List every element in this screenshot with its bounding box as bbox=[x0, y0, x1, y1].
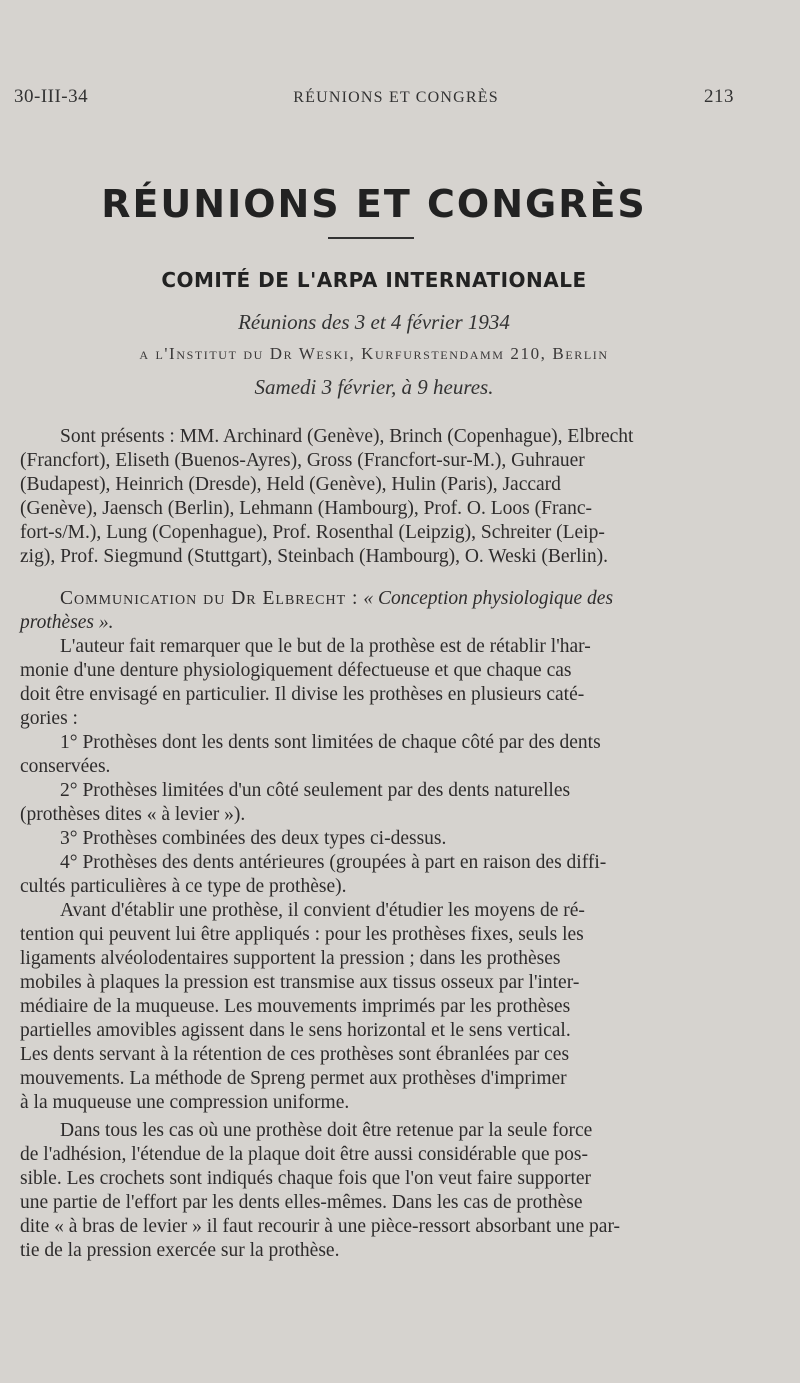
paragraph-line: L'auteur fait remarquer que le but de la prothèse est de rétablir l'har- bbox=[60, 636, 591, 657]
list-item-number: 4° bbox=[60, 852, 78, 873]
adhesion-paragraph bbox=[20, 1119, 744, 1263]
list-item-number: 2° bbox=[60, 780, 78, 801]
title-divider bbox=[328, 237, 414, 239]
section-title: RÉUNIONS ET CONGRÈS bbox=[101, 182, 647, 226]
list-item: 2° Prothèses limitées d'un côté seulement par des dents naturelles bbox=[60, 780, 571, 801]
attendance-line: (Budapest), Heinrich (Dresde), Held (Genève), Hulin (Paris), Jaccard bbox=[20, 474, 561, 495]
attendance-line: (Genève), Jaensch (Berlin), Lehmann (Hambourg), Prof. O. Loos (Franc- bbox=[20, 498, 593, 519]
paragraph-line: de l'adhésion, l'étendue de la plaque doit être aussi considérable que pos- bbox=[20, 1144, 589, 1165]
running-head-section: RÉUNIONS ET CONGRÈS bbox=[293, 89, 499, 106]
list-item: 1° Prothèses dont les dents sont limitées de chaque côté par des dents bbox=[60, 732, 601, 753]
paragraph-line: monie d'une denture physiologiquement défectueuse et que chaque cas bbox=[20, 660, 572, 681]
communication-heading bbox=[20, 587, 744, 635]
communication-title-end: prothèses ». bbox=[20, 612, 114, 633]
attendance-paragraph bbox=[20, 425, 744, 569]
paragraph-line: mobiles à plaques la pression est transmise aux tissus osseux par l'inter- bbox=[20, 972, 580, 993]
paragraph-line: médiaire de la muqueuse. Les mouvements imprimés par les prothèses bbox=[20, 996, 571, 1017]
list-item-number: 3° bbox=[60, 828, 78, 849]
running-head bbox=[14, 86, 734, 108]
paragraph-line: partielles amovibles agissent dans le sens horizontal et le sens vertical. bbox=[20, 1020, 571, 1041]
attendance-line: Sont présents : MM. Archinard (Genève), Brinch (Copenhague), Elbrecht bbox=[60, 426, 634, 447]
attendance-line: zig), Prof. Siegmund (Stuttgart), Steinbach (Hambourg), O. Weski (Berlin). bbox=[20, 546, 609, 567]
paragraph-line: ligaments alvéolodentaires supportent la pression ; dans les prothèses bbox=[20, 948, 561, 969]
communication-label: Communication du Dr Elbrecht : bbox=[60, 588, 359, 609]
list-item-continuation: cultés particulières à ce type de prothèse). bbox=[20, 876, 347, 897]
paragraph-line: une partie de l'effort par les dents elles-mêmes. Dans les cas de prothèse bbox=[20, 1192, 583, 1213]
page-number: 213 bbox=[704, 86, 734, 107]
category-list bbox=[20, 731, 744, 899]
list-item-number: 1° bbox=[60, 732, 78, 753]
list-item: 4° Prothèses des dents antérieures (groupées à part en raison des diffi- bbox=[60, 852, 607, 873]
paragraph-line: à la muqueuse une compression uniforme. bbox=[20, 1092, 350, 1113]
communication-title: « Conception physiologique des bbox=[363, 588, 614, 609]
list-item-continuation: conservées. bbox=[20, 756, 111, 777]
intro-paragraph bbox=[20, 635, 744, 731]
paragraph-line: Avant d'établir une prothèse, il convient d'étudier les moyens de ré- bbox=[60, 900, 585, 921]
list-item: 3° Prothèses combinées des deux types ci-dessus. bbox=[60, 828, 447, 849]
meeting-dates: Réunions des 3 et 4 février 1934 bbox=[238, 310, 510, 334]
paragraph-line: doit être envisagé en particulier. Il divise les prothèses en plusieurs caté- bbox=[20, 684, 585, 705]
paragraph-line: Les dents servant à la rétention de ces prothèses sont ébranlées par ces bbox=[20, 1044, 570, 1065]
attendance-line: fort-s/M.), Lung (Copenhague), Prof. Rosenthal (Leipzig), Schreiter (Leip- bbox=[20, 522, 605, 543]
list-item-continuation: (prothèses dites « à levier »). bbox=[20, 804, 246, 825]
paragraph-line: tie de la pression exercée sur la prothèse. bbox=[20, 1240, 340, 1261]
paragraph-line: tention qui peuvent lui être appliqués : pour les prothèses fixes, seuls les bbox=[20, 924, 584, 945]
paragraph-line: Dans tous les cas où une prothèse doit être retenue par la seule force bbox=[60, 1120, 593, 1141]
retention-paragraph bbox=[20, 899, 744, 1115]
paragraph-line: mouvements. La méthode de Spreng permet aux prothèses d'imprimer bbox=[20, 1068, 567, 1089]
paragraph-line: gories : bbox=[20, 708, 78, 729]
running-head-date: 30-III-34 bbox=[14, 86, 89, 107]
paragraph-line: dite « à bras de levier » il faut recourir à une pièce-ressort absorbant une par- bbox=[20, 1216, 621, 1237]
paragraph-line: sible. Les crochets sont indiqués chaque fois que l'on veut faire supporter bbox=[20, 1168, 592, 1189]
meeting-place: a l'Institut du Dr Weski, Kurfurstendamm 210, Berlin bbox=[139, 344, 609, 363]
committee-title: COMITÉ DE L'ARPA INTERNATIONALE bbox=[161, 268, 587, 292]
meeting-time: Samedi 3 février, à 9 heures. bbox=[254, 375, 494, 399]
attendance-line: (Francfort), Eliseth (Buenos-Ayres), Gross (Francfort-sur-M.), Guhrauer bbox=[20, 450, 585, 471]
